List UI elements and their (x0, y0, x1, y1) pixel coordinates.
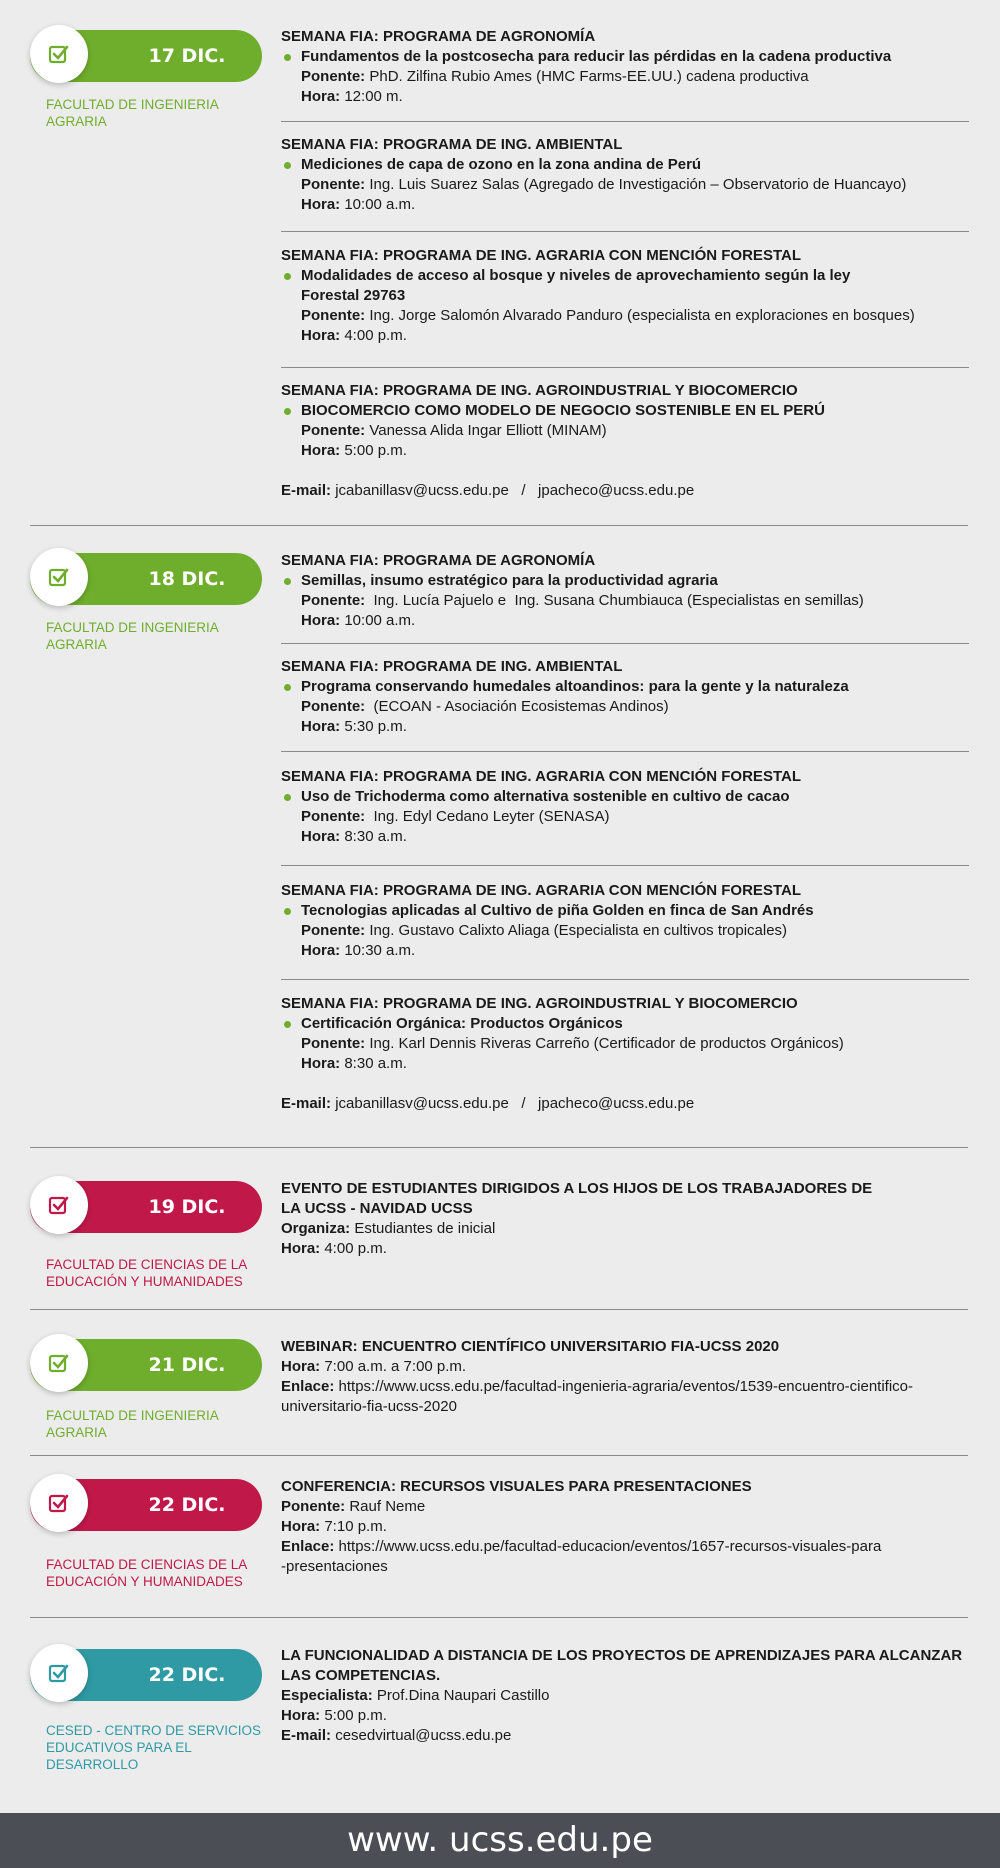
event-link[interactable]: https://www.ucss.edu.pe/facultad-educacion/eventos/1657-recursos-visuales-para -presentaciones (281, 1538, 882, 1575)
date-badge-22-cesed (30, 1649, 262, 1701)
faculty-label: FACULTAD DE INGENIERIA AGRARIA (46, 620, 219, 652)
event-time: 12:00 m. (344, 88, 403, 105)
divider (281, 643, 969, 644)
faculty-label: CESED - CENTRO DE SERVICIOS EDUCATIVOS PARA EL DESARROLLO (46, 1723, 262, 1772)
event-time: 7:10 p.m. (324, 1518, 387, 1535)
date-label: 19 DIC. (148, 1196, 226, 1218)
event-speaker: Ing. Edyl Cedano Leyter (SENASA) (365, 808, 610, 825)
date-badge-22 (30, 1479, 262, 1531)
block-divider (30, 1617, 968, 1618)
faculty-label: FACULTAD DE CIENCIAS DE LA EDUCACIÓN Y HUMANIDADES (46, 1557, 248, 1589)
event-item: SEMANA FIA: PROGRAMA DE AGRONOMÍA Fundamentos de la postcosecha para reducir las pérdidas en la cadena productiva Ponente: PhD. Zilfina Rubio Ames (HMC Farms-EE.UU.) cadena productiva Hora: 12:00 m. (281, 27, 969, 107)
contact-email: E-mail: jcabanillasv@ucss.edu.pe / jpacheco@ucss.edu.pe (281, 1095, 695, 1112)
event-time: 5:30 p.m. (344, 718, 407, 735)
event-item: WEBINAR: ENCUENTRO CIENTÍFICO UNIVERSITARIO FIA-UCSS 2020 Hora: 7:00 a.m. a 7:00 p.m. Enlace: https://www.ucss.edu.pe/facultad-ingenieria-agraria/eventos/1539-encuentro-cientifico- universitario-fia-ucss-2020 (281, 1337, 969, 1417)
event-item: CONFERENCIA: RECURSOS VISUALES PARA PRESENTACIONES Ponente: Rauf Neme Hora: 7:10 p.m. Enlace: https://www.ucss.edu.pe/facultad-educacion/eventos/1657-recursos-visuales-para -presentaciones (281, 1477, 969, 1577)
event-speaker: Ing. Karl Dennis Riveras Carreño (Certificador de productos Orgánicos) (369, 1035, 844, 1052)
date-badge-17 (30, 30, 262, 82)
event-time: 7:00 a.m. a 7:00 p.m. (324, 1358, 467, 1375)
check-square-icon (30, 1176, 88, 1234)
event-topic: Programa conservando humedales altoandinos: para la gente y la naturaleza (281, 677, 969, 697)
divider (281, 121, 969, 122)
event-item: SEMANA FIA: PROGRAMA DE ING. AGRARIA CON MENCIÓN FORESTAL Tecnologias aplicadas al Cultivo de piña Golden en finca de San Andrés Ponente: Ing. Gustavo Calixto Aliaga (Especialista en cultivos tropicales) Hora: 10:30 a.m. (281, 881, 969, 961)
faculty-label: FACULTAD DE INGENIERIA AGRARIA (46, 97, 219, 129)
event-topic: Mediciones de capa de ozono en la zona andina de Perú (281, 155, 969, 175)
date-label: 18 DIC. (148, 568, 226, 590)
event-time: 5:00 p.m. (344, 442, 407, 459)
event-title: LA FUNCIONALIDAD A DISTANCIA DE LOS PROYECTOS DE APRENDIZAJES PARA ALCANZAR LAS COMPETENCIAS. (281, 1647, 963, 1684)
event-topic: Semillas, insumo estratégico para la productividad agraria (281, 571, 969, 591)
event-time: 4:00 p.m. (344, 327, 407, 344)
event-topic: BIOCOMERCIO COMO MODELO DE NEGOCIO SOSTENIBLE EN EL PERÚ (281, 401, 969, 421)
event-topic: Uso de Trichoderma como alternativa sostenible en cultivo de cacao (281, 787, 969, 807)
event-title: SEMANA FIA: PROGRAMA DE ING. AGRARIA CON MENCIÓN FORESTAL (281, 882, 801, 899)
block-divider (30, 1455, 968, 1456)
event-title: SEMANA FIA: PROGRAMA DE AGRONOMÍA (281, 28, 596, 45)
event-time: 8:30 a.m. (344, 828, 407, 845)
event-item: SEMANA FIA: PROGRAMA DE ING. AMBIENTAL Programa conservando humedales altoandinos: para la gente y la naturaleza Ponente: (ECOAN - Asociación Ecosistemas Andinos) Hora: 5:30 p.m. (281, 657, 969, 737)
email-link[interactable]: jcabanillasv@ucss.edu.pe / jpacheco@ucss.edu.pe (335, 1095, 695, 1112)
event-item: SEMANA FIA: PROGRAMA DE ING. AGRARIA CON MENCIÓN FORESTAL Uso de Trichoderma como alternativa sostenible en cultivo de cacao Ponente: Ing. Edyl Cedano Leyter (SENASA) Hora: 8:30 a.m. (281, 767, 969, 847)
event-speaker: Rauf Neme (349, 1498, 426, 1515)
divider (281, 367, 969, 368)
event-title: SEMANA FIA: PROGRAMA DE ING. AGRARIA CON MENCIÓN FORESTAL (281, 247, 801, 264)
event-item: SEMANA FIA: PROGRAMA DE ING. AGROINDUSTRIAL Y BIOCOMERCIO Certificación Orgánica: Productos Orgánicos Ponente: Ing. Karl Dennis Riveras Carreño (Certificador de productos Orgánicos) Hora: 8:30 a.m. (281, 994, 969, 1074)
event-item: SEMANA FIA: PROGRAMA DE AGRONOMÍA Semillas, insumo estratégico para la productividad agraria Ponente: Ing. Lucía Pajuelo e Ing. Susana Chumbiauca (Especialistas en semillas) Hora: 10:00 a.m. (281, 551, 969, 631)
event-time: 10:00 a.m. (344, 612, 416, 629)
event-time: 10:00 a.m. (344, 196, 416, 213)
event-title: CONFERENCIA: RECURSOS VISUALES PARA PRESENTACIONES (281, 1478, 752, 1495)
event-organizer: Estudiantes de inicial (354, 1220, 496, 1237)
block-divider (30, 525, 968, 526)
email-link[interactable]: cesedvirtual@ucss.edu.pe (335, 1727, 512, 1744)
event-title: SEMANA FIA: PROGRAMA DE ING. AMBIENTAL (281, 658, 623, 675)
event-title: WEBINAR: ENCUENTRO CIENTÍFICO UNIVERSITARIO FIA-UCSS 2020 (281, 1338, 780, 1355)
date-label: 21 DIC. (148, 1354, 226, 1376)
faculty-label: FACULTAD DE CIENCIAS DE LA EDUCACIÓN Y HUMANIDADES (46, 1257, 248, 1289)
event-topic: Fundamentos de la postcosecha para reducir las pérdidas en la cadena productiva (281, 47, 969, 67)
event-specialist: Prof.Dina Naupari Castillo (376, 1687, 550, 1704)
event-title: SEMANA FIA: PROGRAMA DE ING. AGROINDUSTRIAL Y BIOCOMERCIO (281, 995, 798, 1012)
event-item: LA FUNCIONALIDAD A DISTANCIA DE LOS PROYECTOS DE APRENDIZAJES PARA ALCANZAR LAS COMPETENCIAS. Especialista: Prof.Dina Naupari Castillo Hora: 5:00 p.m. E-mail: cesedvirtual@ucss.edu.pe (281, 1646, 969, 1746)
date-label: 22 DIC. (148, 1494, 226, 1516)
event-title: SEMANA FIA: PROGRAMA DE ING. AGROINDUSTRIAL Y BIOCOMERCIO (281, 382, 798, 399)
event-title: SEMANA FIA: PROGRAMA DE AGRONOMÍA (281, 552, 596, 569)
block-divider (30, 1309, 968, 1310)
check-square-icon (30, 1474, 88, 1532)
footer-url[interactable]: www. ucss.edu.pe (0, 1813, 1000, 1868)
event-title: SEMANA FIA: PROGRAMA DE ING. AMBIENTAL (281, 136, 623, 153)
event-speaker: Ing. Luis Suarez Salas (Agregado de Investigación – Observatorio de Huancayo) (369, 176, 907, 193)
event-topic: Modalidades de acceso al bosque y niveles de aprovechamiento según la ley Forestal 29763 (281, 266, 969, 306)
divider (281, 751, 969, 752)
event-speaker: (ECOAN - Asociación Ecosistemas Andinos) (365, 698, 669, 715)
event-item: SEMANA FIA: PROGRAMA DE ING. AGROINDUSTRIAL Y BIOCOMERCIO BIOCOMERCIO COMO MODELO DE NEGOCIO SOSTENIBLE EN EL PERÚ Ponente: Vanessa Alida Ingar Elliott (MINAM) Hora: 5:00 p.m. (281, 381, 969, 461)
date-badge-18 (30, 553, 262, 605)
event-topic: Tecnologias aplicadas al Cultivo de piña Golden en finca de San Andrés (281, 901, 969, 921)
date-badge-19 (30, 1181, 262, 1233)
date-badge-21 (30, 1339, 262, 1391)
divider (281, 231, 969, 232)
check-square-icon (30, 25, 88, 83)
event-topic: Certificación Orgánica: Productos Orgánicos (281, 1014, 969, 1034)
event-speaker: Ing. Lucía Pajuelo e Ing. Susana Chumbiauca (Especialistas en semillas) (365, 592, 864, 609)
email-link[interactable]: jcabanillasv@ucss.edu.pe / jpacheco@ucss.edu.pe (335, 482, 695, 499)
event-speaker: Ing. Jorge Salomón Alvarado Panduro (especialista en exploraciones en bosques) (369, 307, 915, 324)
date-label: 17 DIC. (148, 45, 226, 67)
event-time: 5:00 p.m. (324, 1707, 387, 1724)
check-square-icon (30, 1644, 88, 1702)
contact-email: E-mail: jcabanillasv@ucss.edu.pe / jpacheco@ucss.edu.pe (281, 482, 695, 499)
event-time: 8:30 a.m. (344, 1055, 407, 1072)
event-title: SEMANA FIA: PROGRAMA DE ING. AGRARIA CON MENCIÓN FORESTAL (281, 768, 801, 785)
event-link[interactable]: https://www.ucss.edu.pe/facultad-ingenieria-agraria/eventos/1539-encuentro-cientifico- universitario-fia-ucss-2020 (281, 1378, 914, 1415)
event-speaker: PhD. Zilfina Rubio Ames (HMC Farms-EE.UU.) cadena productiva (369, 68, 809, 85)
check-square-icon (30, 548, 88, 606)
date-label: 22 DIC. (148, 1664, 226, 1686)
event-speaker: Vanessa Alida Ingar Elliott (MINAM) (369, 422, 607, 439)
divider (281, 865, 969, 866)
event-item: SEMANA FIA: PROGRAMA DE ING. AMBIENTAL Mediciones de capa de ozono en la zona andina de Perú Ponente: Ing. Luis Suarez Salas (Agregado de Investigación – Observatorio de Huancayo) Hora: 10:00 a.m. (281, 135, 969, 215)
event-speaker: Ing. Gustavo Calixto Aliaga (Especialista en cultivos tropicales) (369, 922, 788, 939)
check-square-icon (30, 1334, 88, 1392)
event-item: SEMANA FIA: PROGRAMA DE ING. AGRARIA CON MENCIÓN FORESTAL Modalidades de acceso al bosque y niveles de aprovechamiento según la ley Forestal 29763 Ponente: Ing. Jorge Salomón Alvarado Panduro (especialista en exploraciones en bosques) Hora: 4:00 p.m. (281, 246, 969, 346)
divider (281, 979, 969, 980)
faculty-label: FACULTAD DE INGENIERIA AGRARIA (46, 1408, 219, 1440)
event-item: EVENTO DE ESTUDIANTES DIRIGIDOS A LOS HIJOS DE LOS TRABAJADORES DE LA UCSS - NAVIDAD UCSS Organiza: Estudiantes de inicial Hora: 4:00 p.m. (281, 1179, 969, 1259)
event-time: 10:30 a.m. (344, 942, 416, 959)
event-title: EVENTO DE ESTUDIANTES DIRIGIDOS A LOS HIJOS DE LOS TRABAJADORES DE LA UCSS - NAVIDAD UCSS (281, 1180, 873, 1217)
event-time: 4:00 p.m. (324, 1240, 387, 1257)
block-divider (30, 1147, 968, 1148)
